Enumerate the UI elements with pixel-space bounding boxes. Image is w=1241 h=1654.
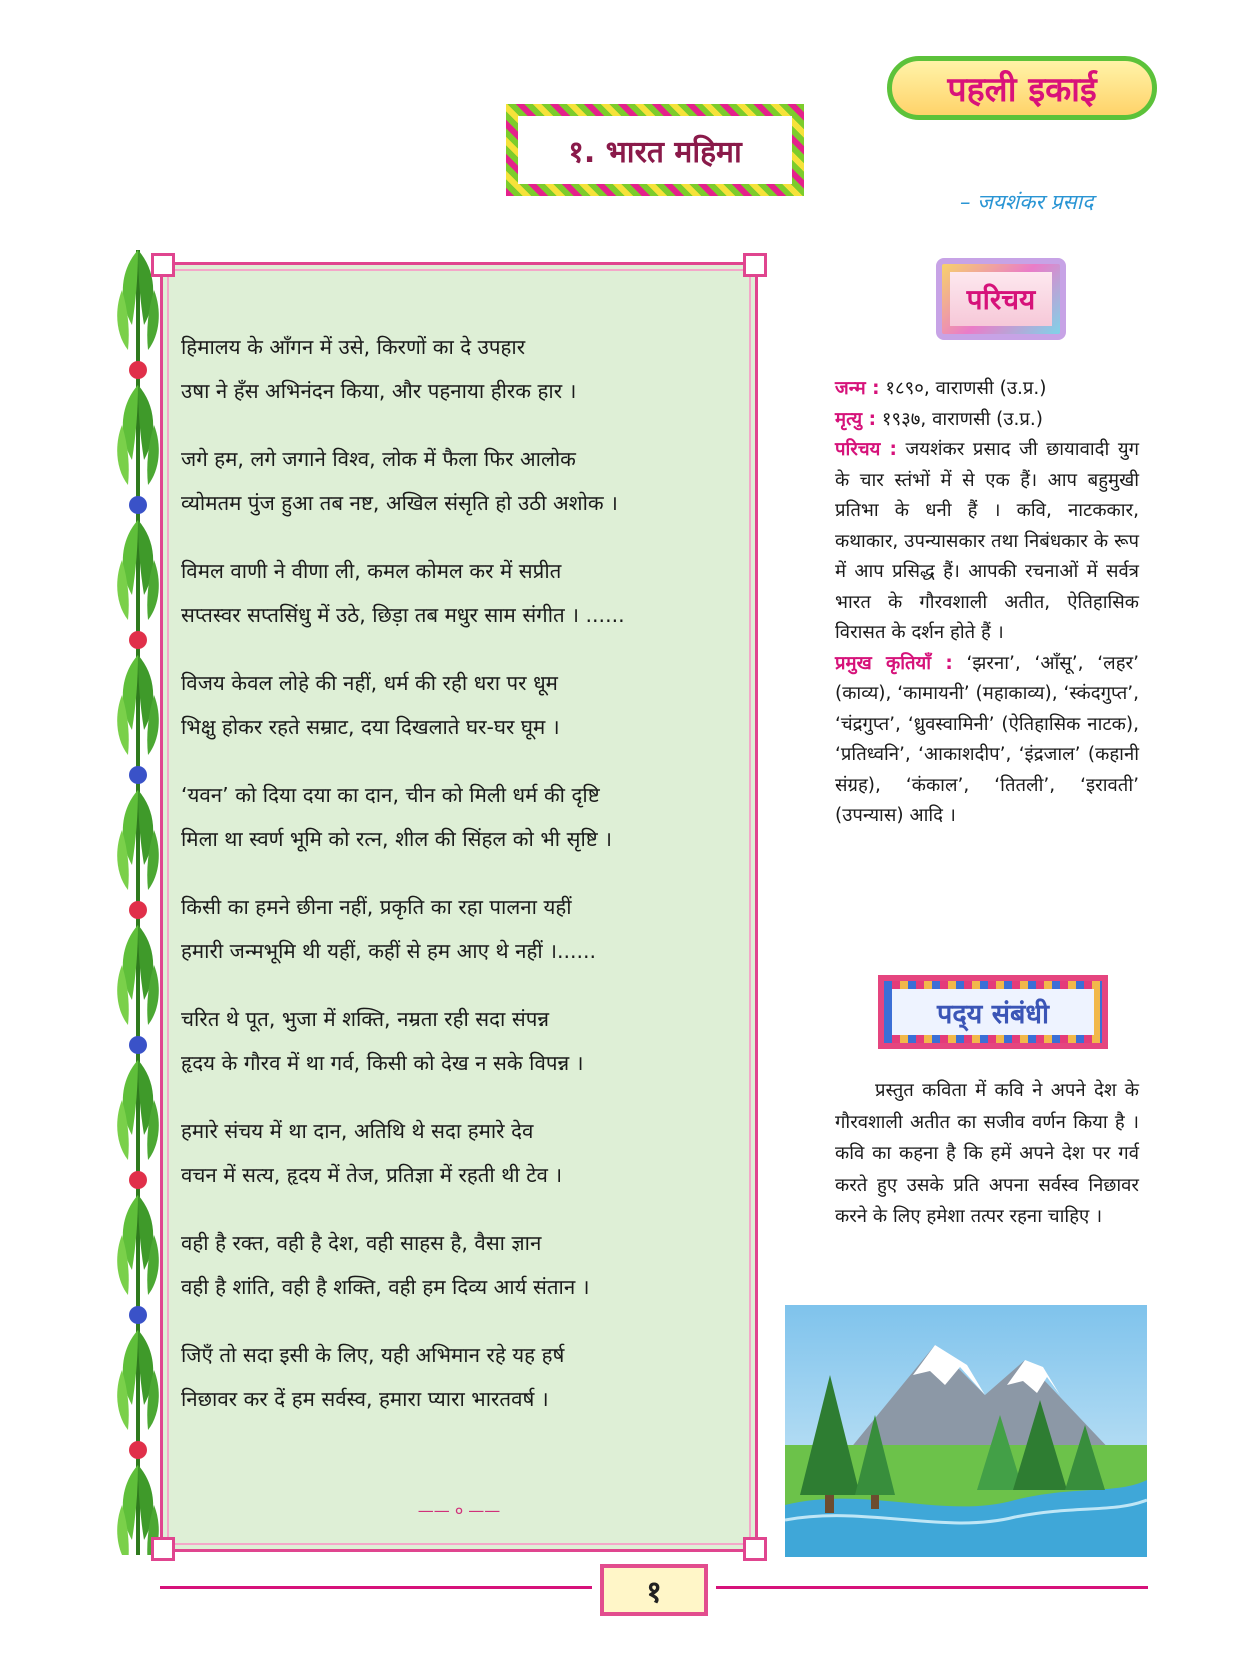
footer-rule [160,1586,592,1589]
poem-line: वही है शांति, वही है शक्ति, वही हम दिव्य आर्य संतान । [181,1275,590,1299]
death-label: मृत्यु : [835,408,876,430]
works-label: प्रमुख कृतियाँ : [835,652,953,674]
floral-vine-border [112,250,164,1555]
poem-line: विमल वाणी ने वीणा ली, कमल कोमल कर में सप्रीत [181,559,562,583]
poem-line: मिला था स्वर्ण भूमि को रत्न, शील की सिंहल को भी सृष्टि । [181,827,613,851]
author-name: – जयशंकर प्रसाद [960,190,1094,214]
unit-badge [887,56,1157,120]
context-text: प्रस्तुत कविता में कवि ने अपने देश के गौरवशाली अतीत का सजीव वर्णन किया है । कवि का कहना है कि हमें अपने देश पर गर्व करते हुए उसके प्रति अपना सर्वस्व निछावर करने के लिए हमेशा तत्पर रहना चाहिए । [835,1080,1139,1227]
poem-stanza [181,661,743,749]
poem-line: वही है रक्त, वही है देश, वही साहस है, वैसा ज्ञान [181,1231,542,1255]
unit-label: पहली इकाई [947,70,1097,110]
page-number: १ [646,1574,662,1610]
poem-stanza [181,773,743,861]
parichay-label: परिचय : [835,439,897,460]
poem-line: ‘यवन’ को दिया दया का दान, चीन को मिली धर्म की दृष्टि [181,783,600,807]
poem-line: उषा ने हँस अभिनंदन किया, और पहनाया हीरक हार । [181,379,577,403]
intro-heading: परिचय [966,283,1036,316]
poem-stanza [181,997,743,1085]
lesson-title: १. भारत महिमा [568,134,742,170]
poem-line: हिमालय के आँगन में उसे, किरणों का दे उपहार [181,335,526,359]
poem-stanza [181,1109,743,1197]
poem-stanza [181,549,743,637]
poem-line: सप्तस्वर सप्तसिंधु में उठे, छिड़ा तब मधुर साम संगीत । ...... [181,603,625,627]
intro-heading-tag [936,258,1066,340]
poem-line: हमारे संचय में था दान, अतिथि थे सदा हमारे देव [181,1119,534,1143]
poem-line: जिएँ तो सदा इसी के लिए, यही अभिमान रहे यह हर्ष [181,1343,565,1367]
footer-rule [716,1586,1148,1589]
poem-line: हमारी जन्मभूमि थी यहीं, कहीं से हम आए थे नहीं ।...... [181,939,597,963]
frame-corner [743,253,767,277]
birth-value: १८९०, वाराणसी (उ.प्र.) [885,378,1047,399]
poem-stanza [181,437,743,525]
poem-line: विजय केवल लोहे की नहीं, धर्म की रही धरा पर धूम [181,671,558,695]
birth-label: जन्म : [835,378,880,399]
page-number-box [600,1564,708,1616]
poem-line: जगे हम, लगे जगाने विश्व, लोक में फैला फिर आलोक [181,447,576,471]
poem-stanza [181,1221,743,1309]
poem-stanza [181,325,743,413]
poem-line: निछावर कर दें हम सर्वस्व, हमारा प्यारा भारतवर्ष । [181,1387,549,1411]
poem-stanza [181,885,743,973]
poem-body [181,325,743,1445]
poem-line: वचन में सत्य, हृदय में तेज, प्रतिज्ञा में रहती थी टेव । [181,1163,563,1187]
context-heading-tag [878,975,1108,1049]
frame-corner [151,253,175,277]
frame-corner [151,1537,175,1561]
poem-line: व्योमतम पुंज हुआ तब नष्ट, अखिल संसृति हो उठी अशोक । [181,491,618,515]
poem-line: भिक्षु होकर रहते सम्राट, दया दिखलाते घर-घर घूम । [181,715,560,739]
parichay-text: जयशंकर प्रसाद जी छायावादी युग के चार स्तंभों में से एक हैं। आप बहुमुखी प्रतिभा के धनी हैं । कवि, नाटककार, कथाकार, उपन्यासकार तथा निबंधकार के रूप में आप प्रसिद्ध हैं। आपकी रचनाओं में सर्वत्र भारत के गौरवशाली अतीत, ऐतिहासिक विरासत के दर्शन होते हैं । [835,439,1140,643]
context-paragraph [835,1075,1139,1233]
poem-stanza [181,1333,743,1421]
frame-corner [743,1537,767,1561]
works-text: ‘झरना’, ‘आँसू’, ‘लहर’ (काव्य), ‘कामायनी’ (महाकाव्य), ‘स्कंदगुप्त’, ‘चंद्रगुप्त’, ‘ध्रुवस्वामिनी’ (ऐतिहासिक नाटक), ‘प्रतिध्वनि’, ‘आकाशदीप’, ‘इंद्रजाल’ (कहानी संग्रह), ‘कंकाल’, ‘तितली’, ‘इरावती’ (उपन्यास) आदि । [835,652,1139,826]
death-value: १९३७, वाराणसी (उ.प्र.) [881,408,1043,430]
poem-line: किसी का हमने छीना नहीं, प्रकृति का रहा पालना यहीं [181,895,572,919]
mountain-landscape-illustration [785,1305,1147,1557]
poem-line: हृदय के गौरव में था गर्व, किसी को देख न सके विपन्न । [181,1051,584,1075]
poem-line: चरित थे पूत, भुजा में शक्ति, नम्रता रही सदा संपन्न [181,1007,550,1031]
lesson-title-frame [506,104,804,196]
flower-icon [129,361,147,379]
context-heading: पद्‌य संबंधी [937,998,1049,1030]
author-bio [835,374,1139,832]
poem-frame [160,262,758,1552]
poem-end-mark: —— ० —— [417,1501,501,1520]
